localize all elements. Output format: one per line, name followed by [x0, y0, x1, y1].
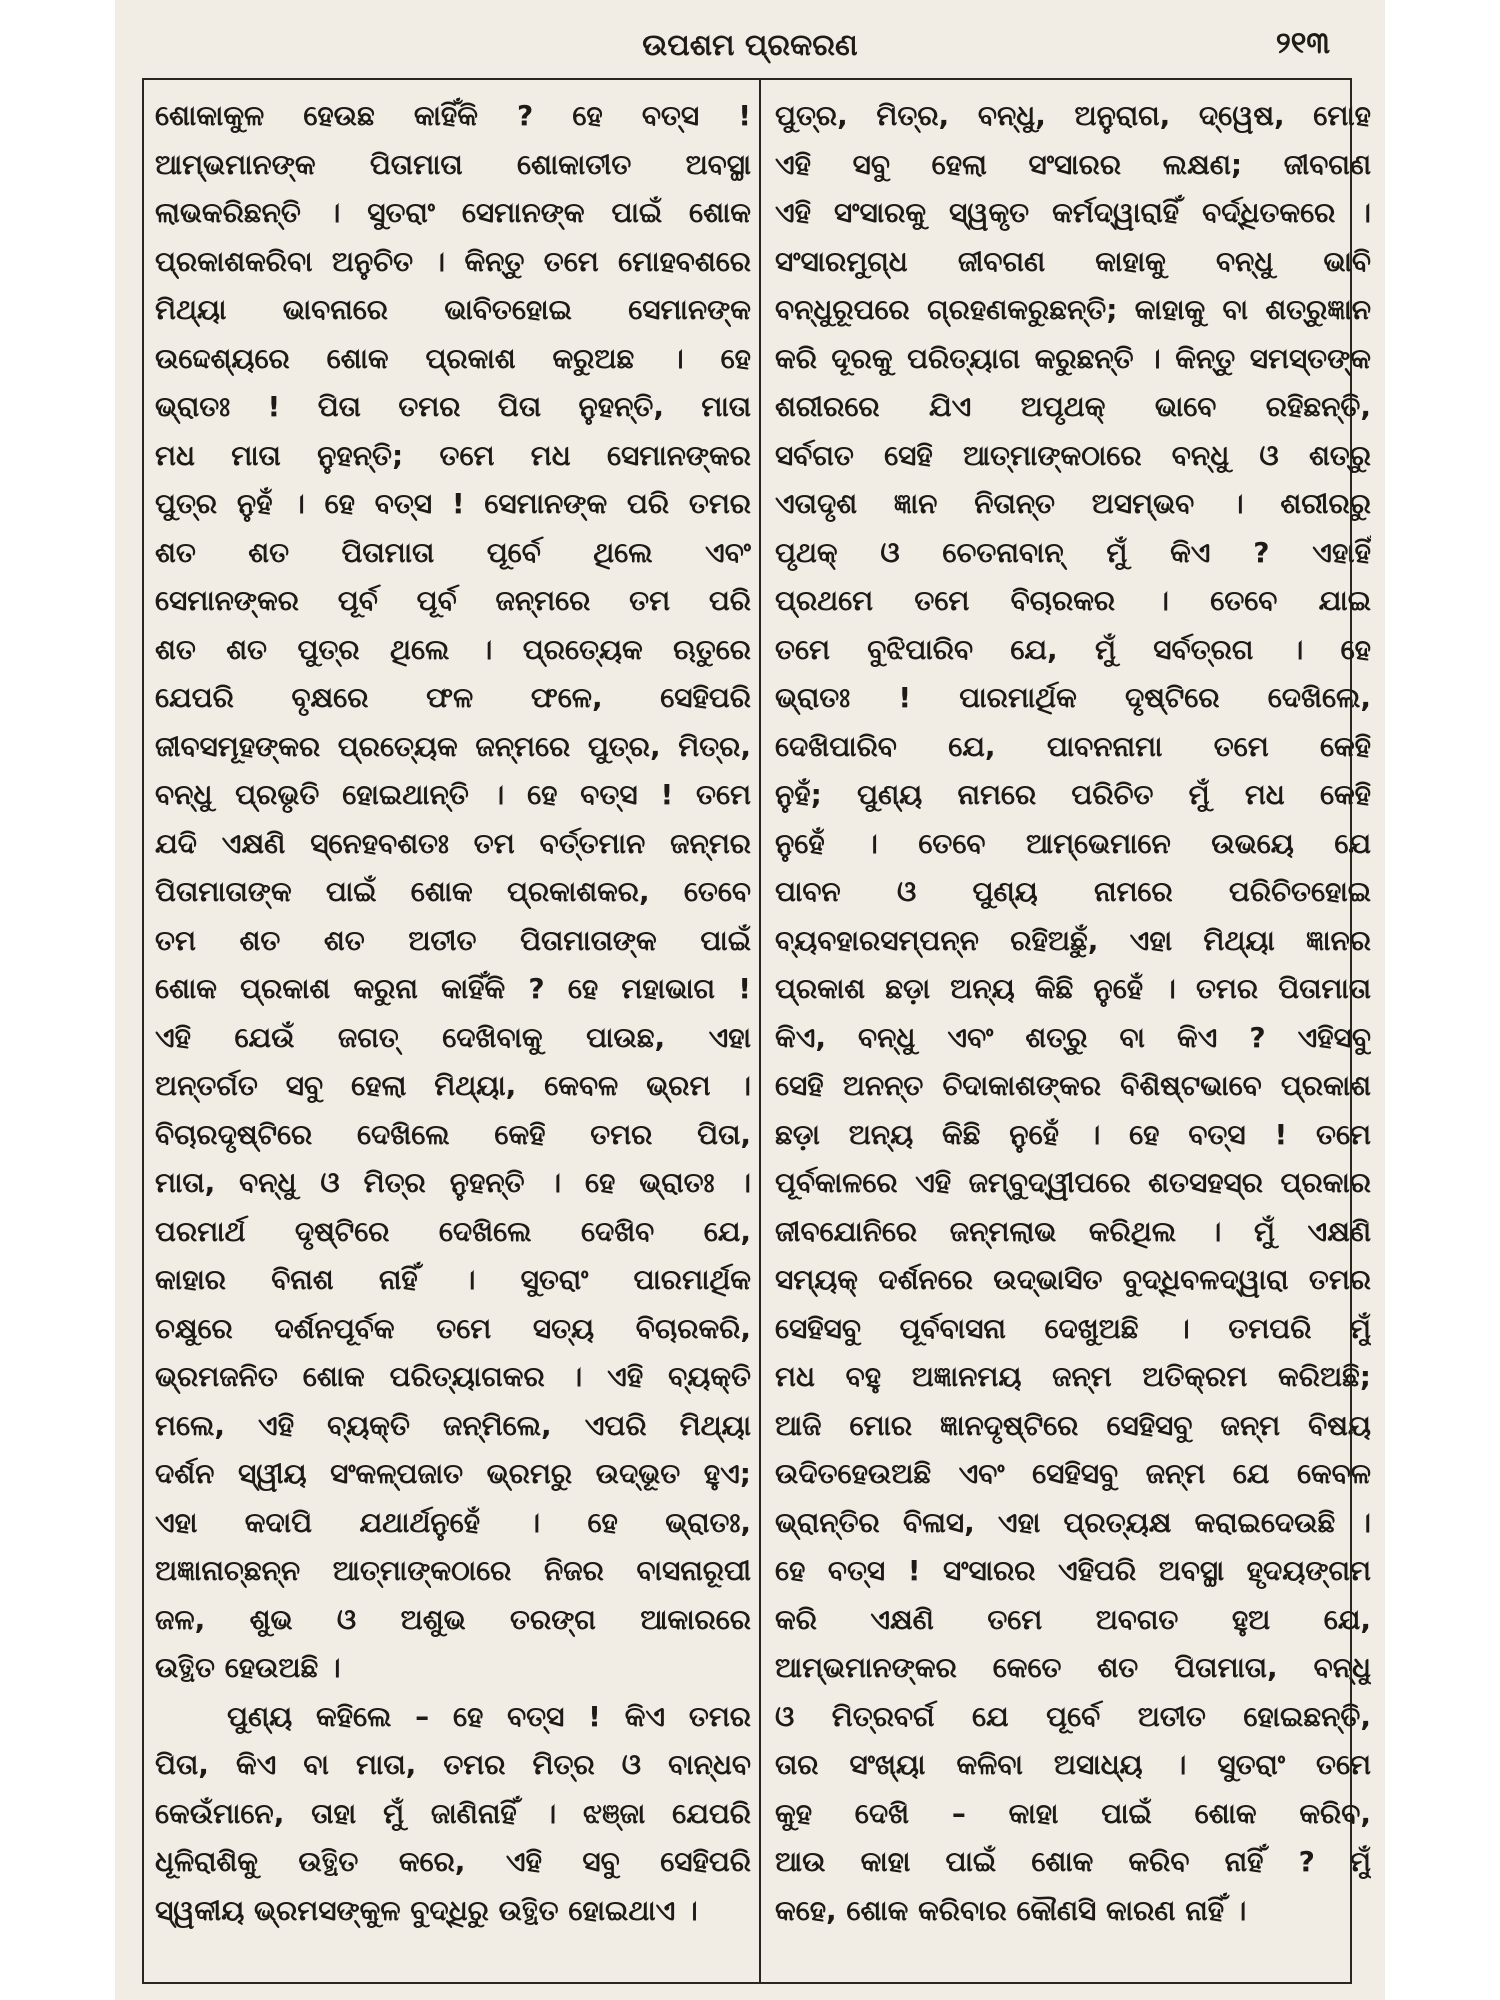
text-line: ଶତ ଶତ ପୁତ୍ର ଥିଲେ । ପ୍ରତ୍ୟେକ ଋତୁରେ [155, 632, 751, 666]
text-line: ଉଦ୍ଦେଶ୍ୟରେ ଶୋକ ପ୍ରକାଶ କରୁଅଛ । ହେ [155, 341, 751, 375]
text-line: ସେହି ଅନନ୍ତ ଚିଦାକାଶଙ୍କର ବିଶିଷ୍ଟଭାବେ ପ୍ରକାଶ [775, 1069, 1371, 1102]
text-line: ଆମ୍ଭମାନଙ୍କ ପିତାମାତା ଶୋକାତୀତ ଅବସ୍ଥା [155, 147, 751, 181]
text-line: ଏହି ସବୁ ହେଲା ସଂସାରର ଲକ୍ଷଣ; ଜୀବଗଣ [775, 147, 1371, 181]
column-divider [759, 78, 761, 1984]
text-line: ବିଚାରଦୃଷ୍ଟିରେ ଦେଖିଲେ କେହି ତମର ପିତା, [155, 1117, 751, 1151]
text-line: ପ୍ରକାଶକରିବା ଅନୁଚିତ । କିନ୍ତୁ ତମେ ମୋହବଶରେ [155, 244, 751, 278]
text-line: ଛଡ଼ା ଅନ୍ୟ କିଛି ନୁହେଁ । ହେ ବତ୍ସ ! ତମେ [775, 1117, 1371, 1151]
text-line: କେଉଁମାନେ, ତାହା ମୁଁ ଜାଣିନାହିଁ । ଝଞ୍ଜା ଯେପରି [155, 1796, 751, 1830]
text-line: ପୁତ୍ର ନୁହଁ । ହେ ବତ୍ସ ! ସେମାନଙ୍କ ପରି ତମର [155, 487, 751, 520]
text-line: କାହାର ବିନାଶ ନାହିଁ । ସୁତରାଂ ପାରମାର୍ଥିକ [155, 1263, 751, 1296]
text-line: ଯଦି ଏକ୍ଷଣି ସ୍ନେହବଶତଃ ତମ ବର୍ତ୍ତମାନ ଜନ୍ମର [155, 826, 751, 860]
text-line: ପ୍ରକାଶ ଛଡ଼ା ଅନ୍ୟ କିଛି ନୁହେଁ । ତମର ପିତାମାତା [775, 972, 1371, 1005]
text-line: ସେମାନଙ୍କର ପୂର୍ବ ପୂର୍ବ ଜନ୍ମରେ ତମ ପରି [155, 584, 751, 617]
text-line: ଆମ୍ଭମାନଙ୍କର କେତେ ଶତ ପିତାମାତା, ବନ୍ଧୁ [775, 1651, 1371, 1684]
text-line: ପୁତ୍ର, ମିତ୍ର, ବନ୍ଧୁ, ଅନୁରାଗ, ଦ୍ୱେଷ, ମୋହ [775, 99, 1371, 132]
text-line: ଜୀବଯୋନିରେ ଜନ୍ମଲାଭ କରିଥିଲ । ମୁଁ ଏକ୍ଷଣି [775, 1214, 1371, 1248]
text-line: ଓ ମିତ୍ରବର୍ଗ ଯେ ପୂର୍ବେ ଅତୀତ ହୋଇଛନ୍ତି, [775, 1699, 1371, 1733]
text-line: ଆଉ କାହା ପାଇଁ ଶୋକ କରିବ ନାହିଁ ? ମୁଁ [775, 1845, 1371, 1878]
text-line: ବ୍ୟବହାରସମ୍ପନ୍ନ ରହିଅଛୁଁ, ଏହା ମିଥ୍ୟା ଜ୍ଞାନର [775, 923, 1371, 957]
text-line: ଆଜି ମୋର ଜ୍ଞାନଦୃଷ୍ଟିରେ ସେହିସବୁ ଜନ୍ମ ବିଷୟ [775, 1408, 1371, 1442]
text-line: ପରମାର୍ଥ ଦୃଷ୍ଟିରେ ଦେଖିଲେ ଦେଖିବ ଯେ, [155, 1214, 751, 1248]
text-line: କିଏ, ବନ୍ଧୁ ଏବଂ ଶତ୍ରୁ ବା କିଏ ? ଏହିସବୁ [775, 1020, 1371, 1054]
text-line: ଅନ୍ତର୍ଗତ ସବୁ ହେଲା ମିଥ୍ୟା, କେବଳ ଭ୍ରମ । [155, 1069, 751, 1102]
text-line: କରି ଏକ୍ଷଣି ତମେ ଅବଗତ ହୁଅ ଯେ, [775, 1602, 1371, 1636]
text-line: ଏତାଦୃଶ ଜ୍ଞାନ ନିତାନ୍ତ ଅସମ୍ଭବ । ଶରୀରରୁ [775, 487, 1371, 520]
text-line: ପ୍ରଥମେ ତମେ ବିଚାରକର । ତେବେ ଯାଇ [775, 584, 1371, 617]
text-line: ଧୂଳିରାଶିକୁ ଉତ୍ଥିତ କରେ, ଏହି ସବୁ ସେହିପରି [155, 1845, 751, 1878]
text-line: ଶୋକାକୁଳ ହେଉଛ କାହିଁକି ? ହେ ବତ୍ସ ! [155, 99, 751, 132]
page-number: ୨୧୩ [1275, 26, 1330, 61]
text-line: ସର୍ବଗତ ସେହି ଆତ୍ମାଙ୍କଠାରେ ବନ୍ଧୁ ଓ ଶତ୍ରୁ [775, 438, 1371, 472]
text-line: ପୁଣ୍ୟ କହିଲେ – ହେ ବତ୍ସ ! କିଏ ତମର [227, 1699, 751, 1733]
text-line: ବନ୍ଧୁରୂପରେ ଗ୍ରହଣକରୁଛନ୍ତି; କାହାକୁ ବା ଶତ୍ରୁଜ୍ଞାନ [775, 293, 1371, 326]
text-line: ମାତା, ବନ୍ଧୁ ଓ ମିତ୍ର ନୁହନ୍ତି । ହେ ଭ୍ରାତଃ । [155, 1166, 751, 1199]
text-line: ତମେ ବୁଝିପାରିବ ଯେ, ମୁଁ ସର୍ବତ୍ରଗ । ହେ [775, 632, 1371, 666]
text-line: ଭ୍ରମଜନିତ ଶୋକ ପରିତ୍ୟାଗକର । ଏହି ବ୍ୟକ୍ତି [155, 1360, 751, 1393]
text-line: ସଂସାରମୁଗ୍ଧ ଜୀବଗଣ କାହାକୁ ବନ୍ଧୁ ଭାବି [775, 244, 1371, 278]
text-line: ପିତାମାତାଙ୍କ ପାଇଁ ଶୋକ ପ୍ରକାଶକର, ତେବେ [155, 875, 751, 908]
right-column [775, 92, 1371, 1935]
text-line: ଏହି ସଂସାରକୁ ସ୍ୱକୃତ କର୍ମଦ୍ୱାରାହିଁ ବର୍ଦ୍ଧିତକରେ । [775, 196, 1371, 229]
text-line: ପୂର୍ବକାଳରେ ଏହି ଜମ୍ବୁଦ୍ୱୀପରେ ଶତସହସ୍ର ପ୍ରକାର [775, 1166, 1371, 1199]
text-line: ତାର ସଂଖ୍ୟା କଳିବା ଅସାଧ୍ୟ । ସୁତରାଂ ତମେ [775, 1748, 1371, 1781]
text-line: ସମ୍ୟକ୍ ଦର୍ଶନରେ ଉଦ୍ଭାସିତ ବୁଦ୍ଧିବଳଦ୍ୱାରା ତମର [775, 1263, 1371, 1296]
text-line: ପୃଥକ୍ ଓ ଚେତନାବାନ୍ ମୁଁ କିଏ ? ଏହାହିଁ [775, 535, 1371, 569]
text-line: ଶରୀରରେ ଯିଏ ଅପୃଥକ୍ ଭାବେ ରହିଛନ୍ତି, [775, 390, 1371, 423]
text-line: ଯେପରି ବୃକ୍ଷରେ ଫଳ ଫଳେ, ସେହିପରି [155, 681, 751, 714]
text-line: ଭ୍ରାତଃ ! ପାରମାର୍ଥିକ ଦୃଷ୍ଟିରେ ଦେଖିଲେ, [775, 681, 1371, 714]
text-line: ହେ ବତ୍ସ ! ସଂସାରର ଏହିପରି ଅବସ୍ଥା ହୃଦୟଙ୍ଗମ [775, 1554, 1371, 1587]
text-line: ମଧ ମାତା ନୁହନ୍ତି; ତମେ ମଧ ସେମାନଙ୍କର [155, 438, 751, 472]
text-line: ଏହା କଦାପି ଯଥାର୍ଥନୁହେଁ । ହେ ଭ୍ରାତଃ, [155, 1505, 751, 1539]
text-line: ଉତ୍ଥିତ ହେଉଅଛି । [155, 1651, 341, 1684]
text-line: ଲାଭକରିଛନ୍ତି । ସୁତରାଂ ସେମାନଙ୍କ ପାଇଁ ଶୋକ [155, 196, 751, 229]
text-line: ଭ୍ରାତଃ ! ପିତା ତମର ପିତା ନୁହନ୍ତି, ମାତା [155, 390, 751, 423]
text-line: ଏହି ଯେଉଁ ଜଗତ୍ ଦେଖିବାକୁ ପାଉଛ, ଏହା [155, 1020, 751, 1054]
text-line: ପାବନ ଓ ପୁଣ୍ୟ ନାମରେ ପରିଚିତହୋଇ [775, 875, 1371, 908]
text-line: ଦର୍ଶନ ସ୍ୱୀୟ ସଂକଳ୍ପଜାତ ଭ୍ରମରୁ ଉଦ୍ଭୂତ ହୁଏ; [155, 1457, 751, 1490]
left-column [155, 92, 751, 1935]
text-line: ତମ ଶତ ଶତ ଅତୀତ ପିତାମାତାଙ୍କ ପାଇଁ [155, 923, 751, 957]
text-line: କରି ଦୂରକୁ ପରିତ୍ୟାଗ କରୁଛନ୍ତି । କିନ୍ତୁ ସମସ୍ତଙ୍କ [775, 341, 1371, 375]
text-line: ଅଜ୍ଞାନାଚ୍ଛନ୍ନ ଆତ୍ମାଙ୍କଠାରେ ନିଜର ବାସନାରୂପୀ [155, 1554, 751, 1587]
text-line: କୁହ ଦେଖି – କାହା ପାଇଁ ଶୋକ କରିବ, [775, 1796, 1371, 1830]
text-line: ମିଥ୍ୟା ଭାବନାରେ ଭାବିତହୋଇ ସେମାନଙ୍କ [155, 293, 751, 326]
text-line: ଚକ୍ଷୁରେ ଦର୍ଶନପୂର୍ବକ ତମେ ସତ୍ୟ ବିଚାରକରି, [155, 1311, 751, 1345]
text-line: ପିତା, କିଏ ବା ମାତା, ତମର ମିତ୍ର ଓ ବାନ୍ଧବ [155, 1748, 751, 1781]
text-line: କହେ, ଶୋକ କରିବାର କୌଣସି କାରଣ ନାହିଁ । [775, 1893, 1247, 1927]
text-line: ମଧ ବହୁ ଅଜ୍ଞାନମୟ ଜନ୍ମ ଅତିକ୍ରମ କରିଅଛି; [775, 1360, 1371, 1393]
text-line: ଭ୍ରାନ୍ତିର ବିଳାସ, ଏହା ପ୍ରତ୍ୟକ୍ଷ କରାଇଦେଉଛି । [775, 1505, 1371, 1539]
text-line: ଜଳ, ଶୁଭ ଓ ଅଶୁଭ ତରଙ୍ଗ ଆକାରରେ [155, 1602, 751, 1636]
text-line: ମଲେ, ଏହି ବ୍ୟକ୍ତି ଜନ୍ମିଲେ, ଏପରି ମିଥ୍ୟା [155, 1408, 751, 1442]
running-header: ଉପଶମ ପ୍ରକରଣ [642, 28, 858, 63]
text-line: ଜୀବସମୂହଙ୍କର ପ୍ରତ୍ୟେକ ଜନ୍ମରେ ପୁତ୍ର, ମିତ୍ର, [155, 729, 751, 763]
text-line: ନୁହେଁ । ତେବେ ଆମ୍ଭେମାନେ ଉଭୟେ ଯେ [775, 826, 1371, 860]
text-line: ଶୋକ ପ୍ରକାଶ କରୁନା କାହିଁକି ? ହେ ମହାଭାଗ ! [155, 972, 751, 1005]
text-line: ଉଦିତହେଉଅଛି ଏବଂ ସେହିସବୁ ଜନ୍ମ ଯେ କେବଳ [775, 1457, 1371, 1490]
text-line: ସେହିସବୁ ପୂର୍ବବାସନା ଦେଖୁଅଛି । ତମପରି ମୁଁ [775, 1311, 1371, 1345]
text-line: ସ୍ୱକୀୟ ଭ୍ରମସଙ୍କୁଳ ବୁଦ୍ଧିରୁ ଉତ୍ଥିତ ହୋଇଥାଏ । [155, 1893, 698, 1927]
text-line: ନୁହଁ; ପୁଣ୍ୟ ନାମରେ ପରିଚିତ ମୁଁ ମଧ କେହି [775, 778, 1371, 811]
book-page [115, 0, 1385, 2000]
text-line: ବନ୍ଧୁ ପ୍ରଭୃତି ହୋଇଥାନ୍ତି । ହେ ବତ୍ସ ! ତମେ [155, 778, 751, 811]
text-line: ଶତ ଶତ ପିତାମାତା ପୂର୍ବେ ଥିଲେ ଏବଂ [155, 535, 751, 569]
text-line: ଦେଖିପାରିବ ଯେ, ପାବନନାମା ତମେ କେହି [775, 729, 1371, 763]
